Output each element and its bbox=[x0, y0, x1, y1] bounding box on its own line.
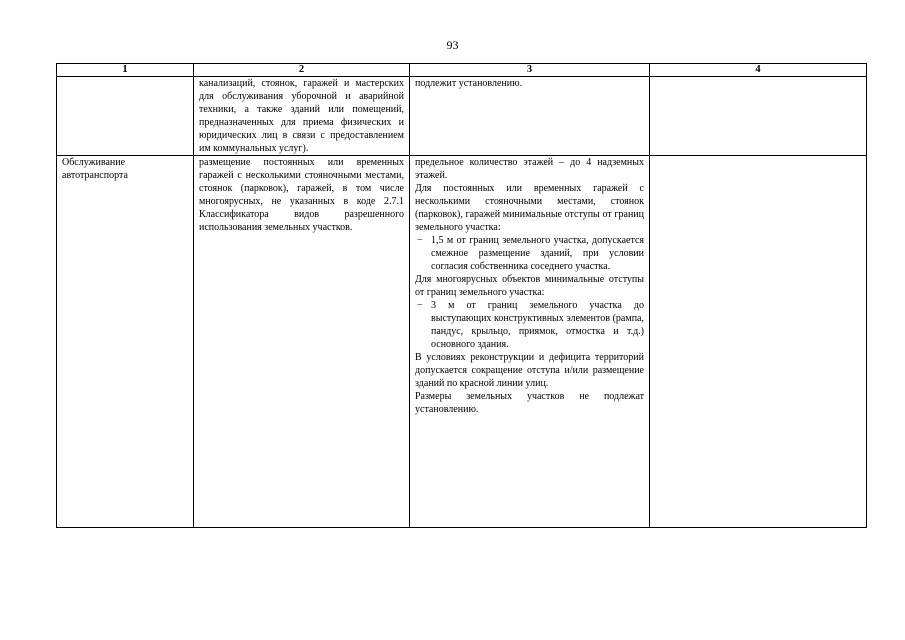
dash-bullet: − bbox=[417, 300, 423, 311]
permitted-use-description: канализаций, стоянок, гаражей и мастерских для обслуживания уборочной и аварийной техники, а также зданий или помещений, предназначенных для приема физических и юридических лиц в связи с предоставлением им коммунальных услуг). bbox=[199, 78, 404, 154]
parameters-text: подлежит установлению. bbox=[415, 78, 523, 89]
cell-r1-c1 bbox=[57, 77, 194, 156]
parameters-paragraph: Для постоянных или временных гаражей с несколькими стояночными местами, стоянок (парковок), гаражей минимальные отступы от границ земельного участка: bbox=[415, 183, 644, 233]
table-header-row bbox=[57, 64, 867, 77]
use-type-name: Обслуживание автотранспорта bbox=[62, 157, 128, 181]
dash-bullet: − bbox=[417, 235, 423, 246]
header-col-4: 4 bbox=[650, 64, 867, 77]
parameters-paragraph: Для многоярусных объектов минимальные отступы от границ земельного участка: bbox=[415, 274, 644, 298]
page-number: 93 bbox=[446, 38, 459, 52]
cell-r2-c3 bbox=[410, 156, 650, 528]
cell-r1-c4 bbox=[650, 77, 867, 156]
list-item bbox=[415, 299, 644, 351]
header-col-3: 3 bbox=[410, 64, 650, 77]
cell-r2-c4 bbox=[650, 156, 867, 528]
header-col-2: 2 bbox=[194, 64, 410, 77]
parameters-paragraph: В условиях реконструкции и дефицита территорий допускается сокращение отступа и/или размещение зданий по красной линии улиц. bbox=[415, 352, 644, 389]
parameters-paragraph: Размеры земельных участков не подлежат установлению. bbox=[415, 391, 644, 415]
cell-r1-c3 bbox=[410, 77, 650, 156]
permitted-use-description: размещение постоянных или временных гаражей с несколькими стояночными местами, стоянок (парковок), гаражей, в том числе многоярусных, не указанных в коде 2.7.1 Классификатора видов разрешенного использования земельных участков. bbox=[199, 157, 404, 233]
header-col-1: 1 bbox=[57, 64, 194, 77]
parameters-paragraph: предельное количество этажей – до 4 надземных этажей. bbox=[415, 157, 644, 181]
table-row bbox=[57, 156, 867, 528]
table-row bbox=[57, 77, 867, 156]
cell-r1-c2 bbox=[194, 77, 410, 156]
list-item-text: 1,5 м от границ земельного участка, допускается смежное размещение зданий, при условии согласия собственника соседнего участка. bbox=[431, 235, 644, 272]
list-item bbox=[415, 234, 644, 273]
cell-r2-c1 bbox=[57, 156, 194, 528]
land-use-table bbox=[56, 63, 867, 528]
cell-r2-c2 bbox=[194, 156, 410, 528]
list-item-text: 3 м от границ земельного участка до выступающих конструктивных элементов (рампа, пандус, крыльцо, приямок, отмостка и т.д.) основного здания. bbox=[431, 300, 644, 350]
